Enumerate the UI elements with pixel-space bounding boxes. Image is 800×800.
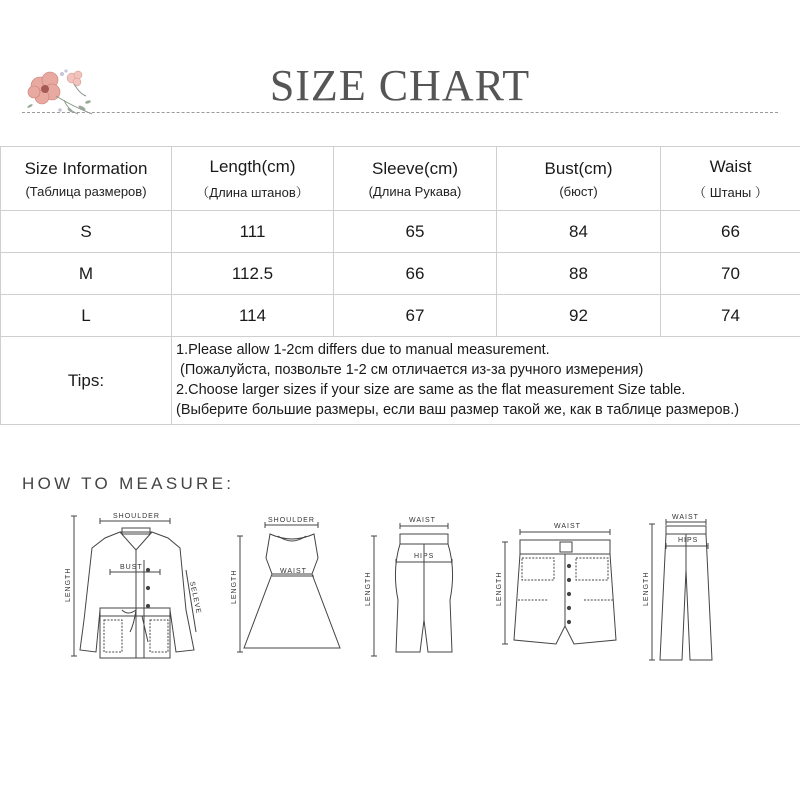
waist-label: WAIST	[280, 568, 307, 575]
shoulder-label: SHOULDER	[268, 517, 315, 524]
table-row	[1, 211, 800, 253]
length-label: LENGTH	[65, 567, 72, 602]
sleeve-label: SELEVE	[188, 580, 202, 615]
bust-cell: 92	[497, 295, 661, 337]
header-cell: Length(cm) （Длина штанов）	[172, 147, 334, 211]
hips-label: HIPS	[414, 553, 435, 560]
tips-text	[172, 337, 800, 425]
table-row	[1, 253, 800, 295]
waist-cell: 70	[661, 253, 800, 295]
tip-line: 2.Choose larger sizes if your size are same as the flat measurement Size table.	[176, 382, 686, 398]
waist-cell: 74	[661, 295, 800, 337]
length-label: LENGTH	[365, 571, 372, 606]
size-cell: L	[1, 295, 172, 337]
waist-label: WAIST	[409, 517, 436, 524]
header-cell: Size Information (Таблица размеров)	[1, 147, 172, 211]
header-cell: Bust(cm) (бюст)	[497, 147, 661, 211]
sleeve-cell: 66	[334, 253, 497, 295]
sleeve-cell: 67	[334, 295, 497, 337]
bust-label: BUST	[120, 564, 143, 571]
table-header-row	[1, 147, 800, 211]
waist-cell: 66	[661, 211, 800, 253]
length-label: LENGTH	[496, 571, 503, 606]
how-to-measure-heading: HOW TO MEASURE:	[22, 474, 235, 493]
skirt-figure-icon	[365, 517, 453, 656]
page-title: SIZE CHART	[269, 61, 531, 110]
shoulder-label: SHOULDER	[113, 513, 160, 520]
title-divider	[22, 112, 778, 113]
length-cell: 114	[172, 295, 334, 337]
bust-cell: 88	[497, 253, 661, 295]
dress-figure-icon	[231, 517, 340, 652]
tip-line: (Пожалуйста, позвольте 1-2 см отличается из-за ручного измерения)	[176, 362, 644, 378]
length-cell: 111	[172, 211, 334, 253]
waist-label: WAIST	[554, 523, 581, 530]
length-label: LENGTH	[231, 569, 238, 604]
measurement-figures	[0, 500, 800, 680]
header-cell: Sleeve(cm) (Длина Рукава)	[334, 147, 497, 211]
length-label: LENGTH	[643, 571, 650, 606]
tips-row	[1, 337, 800, 425]
jacket-figure-icon	[65, 513, 202, 658]
length-cell: 112.5	[172, 253, 334, 295]
hips-label: HIPS	[678, 537, 699, 544]
pants-figure-icon	[643, 514, 712, 660]
size-cell: M	[1, 253, 172, 295]
size-cell: S	[1, 211, 172, 253]
header	[0, 0, 800, 140]
tips-label: Tips:	[1, 337, 172, 425]
size-table	[0, 146, 800, 425]
header-cell: Waist （ Штаны ）	[661, 147, 800, 211]
tip-line: (Выберите большие размеры, если ваш размер такой же, как в таблице размеров.)	[176, 402, 740, 418]
shorts-figure-icon	[496, 523, 616, 644]
sleeve-cell: 65	[334, 211, 497, 253]
tip-line: 1.Please allow 1-2cm differs due to manual measurement.	[176, 342, 550, 358]
bust-cell: 84	[497, 211, 661, 253]
waist-label: WAIST	[672, 514, 699, 521]
table-row	[1, 295, 800, 337]
